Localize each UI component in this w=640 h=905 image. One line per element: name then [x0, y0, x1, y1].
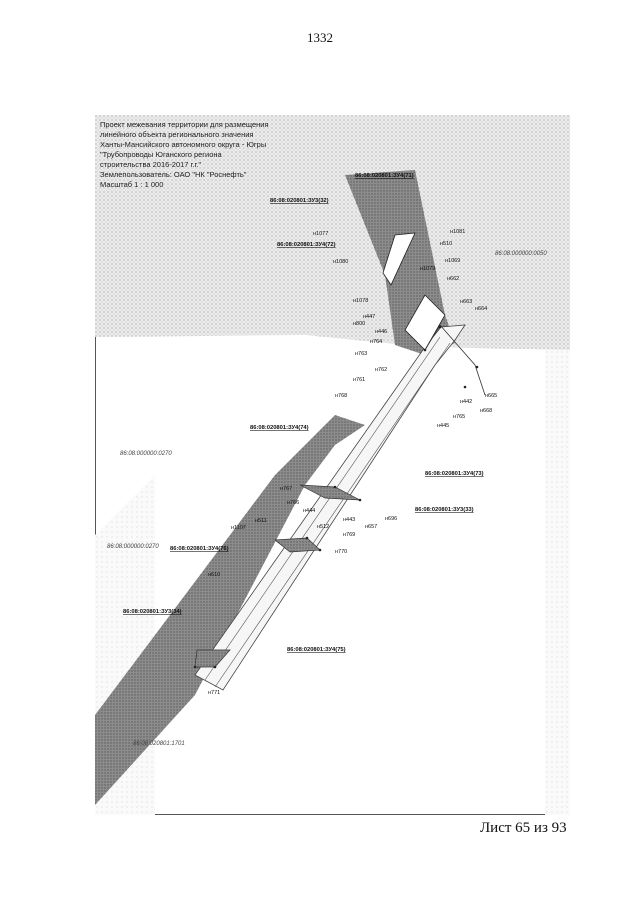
survey-map	[95, 115, 570, 815]
header-line-3: Ханты-Мансийского автономного округа - Югры	[100, 140, 267, 149]
point-n771: н771	[208, 690, 221, 696]
point-n764: н764	[370, 339, 383, 345]
point-n763: н763	[355, 351, 368, 357]
map-svg	[95, 115, 570, 815]
parcel-label-2: 86:08:020801:ЗУ3(32)	[270, 198, 329, 204]
point-n610: н610	[208, 572, 221, 578]
point-n663: н663	[460, 299, 473, 305]
point-n768: н768	[335, 393, 348, 399]
point-n1077: н1077	[313, 231, 329, 237]
parcel-label-5: 86:08:020801:ЗУ4(73)	[425, 471, 484, 477]
point-n447: н447	[363, 314, 376, 320]
point-n766: н766	[287, 500, 300, 506]
cadastral-label-1: 86:08:000000:0050	[495, 251, 547, 257]
point-n1078: н1078	[353, 298, 369, 304]
header-line-5: строительства 2016-2017 г.г."	[100, 160, 202, 169]
point-n668: н668	[480, 408, 493, 414]
header-line-2: линейного объекта регионального значения	[100, 130, 254, 139]
point-n446: н446	[375, 329, 388, 335]
point-n1069: н1069	[445, 258, 461, 264]
point-n762: н762	[375, 367, 388, 373]
point-n442: н442	[460, 399, 473, 405]
right-strip	[545, 350, 570, 815]
parcel-label-8: 86:08:020801:ЗУ3(34)	[123, 609, 182, 615]
point-n696: н696	[385, 516, 398, 522]
cadastral-label-3: 86:08:000000:0270	[107, 544, 159, 550]
point-n1080: н1080	[333, 259, 349, 265]
point-n1081: н1081	[450, 229, 466, 235]
point-n662: н662	[447, 276, 460, 282]
parcel-label-7: 86:08:020801:ЗУ4(76)	[170, 546, 229, 552]
point-n444: н444	[303, 508, 316, 514]
header-line-7: Масштаб 1 : 1 000	[100, 180, 164, 189]
parcel-label-4: 86:08:020801:ЗУ4(74)	[250, 425, 309, 431]
point-n761: н761	[353, 377, 366, 383]
cadastral-label-4: 86:08:020801:1701	[133, 741, 185, 747]
point-n769: н769	[343, 532, 356, 538]
point-n512: н512	[317, 524, 330, 530]
point-n767: н767	[280, 486, 293, 492]
point-n510: н510	[440, 241, 453, 247]
point-n1079: н1079	[420, 266, 436, 272]
point-n664: н664	[475, 306, 488, 312]
point-n443: н443	[343, 517, 356, 523]
parcel-label-3: 86:08:020801:ЗУ4(72)	[277, 242, 336, 248]
header-line-4: "Трубопроводы Юганского региона	[100, 150, 222, 159]
point-n665: н665	[485, 393, 498, 399]
header-line-6: Землепользователь: ОАО "НК "Роснефть"	[100, 170, 247, 179]
point-n1107: н1107	[231, 525, 246, 531]
parcel-label-1: 86:08:020801:ЗУ4(71)	[355, 173, 414, 179]
cadastral-label-2: 86:08:000000:0270	[120, 451, 172, 457]
page-number: 1332	[307, 30, 333, 45]
point-n511: н511	[255, 518, 267, 524]
point-n657: н657	[365, 524, 378, 530]
point-n770: н770	[335, 549, 348, 555]
point-n765: н765	[453, 414, 466, 420]
point-n800: н800	[353, 321, 366, 327]
header-line-1: Проект межевания территории для размещения	[100, 120, 269, 129]
sheet-label: Лист 65 из 93	[480, 820, 567, 836]
point-n445: н445	[437, 423, 450, 429]
parcel-label-6: 86:08:020801:ЗУ3(33)	[415, 507, 474, 513]
parcel-label-9: 86:08:020801:ЗУ4(75)	[287, 647, 346, 653]
